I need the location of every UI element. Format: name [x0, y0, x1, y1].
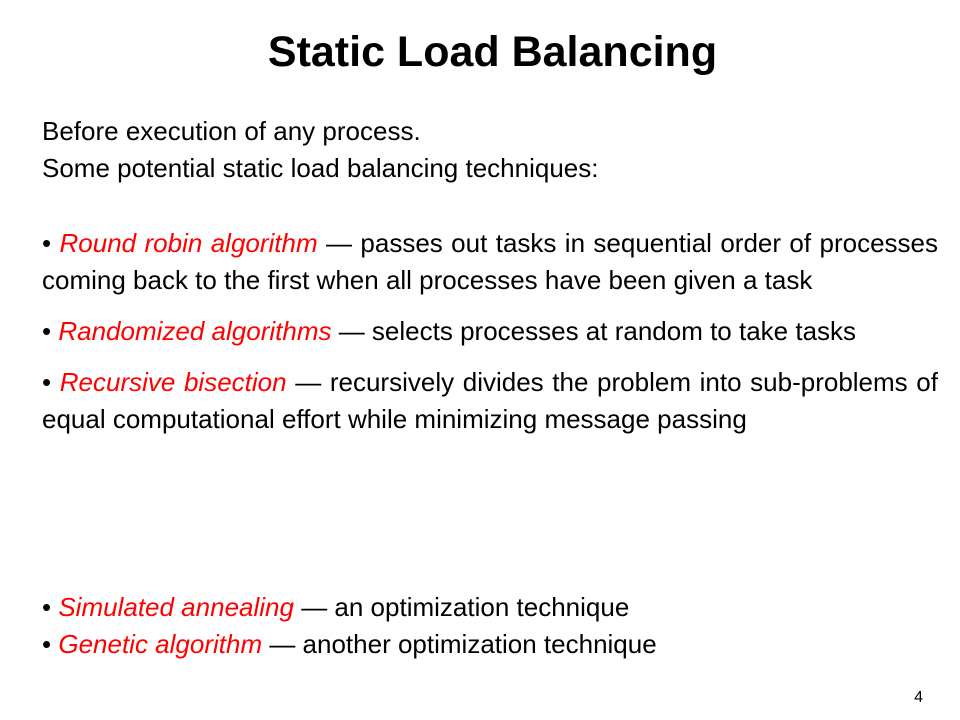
- technique-description: — an optimization technique: [293, 592, 630, 622]
- bullet-marker: •: [42, 228, 52, 258]
- intro-line: Some potential static load balancing techniques:: [42, 153, 599, 183]
- bullet-marker: •: [42, 367, 52, 397]
- bullet-marker: •: [42, 592, 52, 622]
- technique-term: Simulated annealing: [58, 592, 294, 622]
- bullet-item-genetic-algorithm: [42, 626, 938, 663]
- technique-description: — selects processes at random to take tasks: [331, 316, 857, 346]
- technique-description: — passes out tasks in sequential order of processes coming back to the first when all processes have been given a task: [42, 228, 938, 295]
- page-number: 4: [914, 689, 923, 706]
- intro-text: [42, 113, 938, 187]
- bullet-item-recursive-bisection: [42, 364, 938, 438]
- bullet-list-main: [42, 225, 938, 438]
- technique-term: Recursive bisection: [59, 367, 287, 397]
- bullet-item-round-robin: [42, 225, 938, 299]
- technique-term: Randomized algorithms: [58, 316, 332, 346]
- bullet-item-randomized: [42, 313, 938, 350]
- bullet-marker: •: [42, 629, 52, 659]
- technique-term: Round robin algorithm: [59, 228, 318, 258]
- technique-term: Genetic algorithm: [58, 629, 263, 659]
- intro-line: Before execution of any process.: [42, 116, 421, 146]
- bullet-list-optimization: [42, 589, 938, 663]
- slide-title: Static Load Balancing: [267, 28, 718, 76]
- bullet-marker: •: [42, 316, 52, 346]
- bullet-item-simulated-annealing: [42, 589, 938, 626]
- technique-description: — another optimization technique: [262, 629, 657, 659]
- technique-description: — recursively divides the problem into sub-problems of equal computational effort while minimizing message passing: [42, 367, 938, 434]
